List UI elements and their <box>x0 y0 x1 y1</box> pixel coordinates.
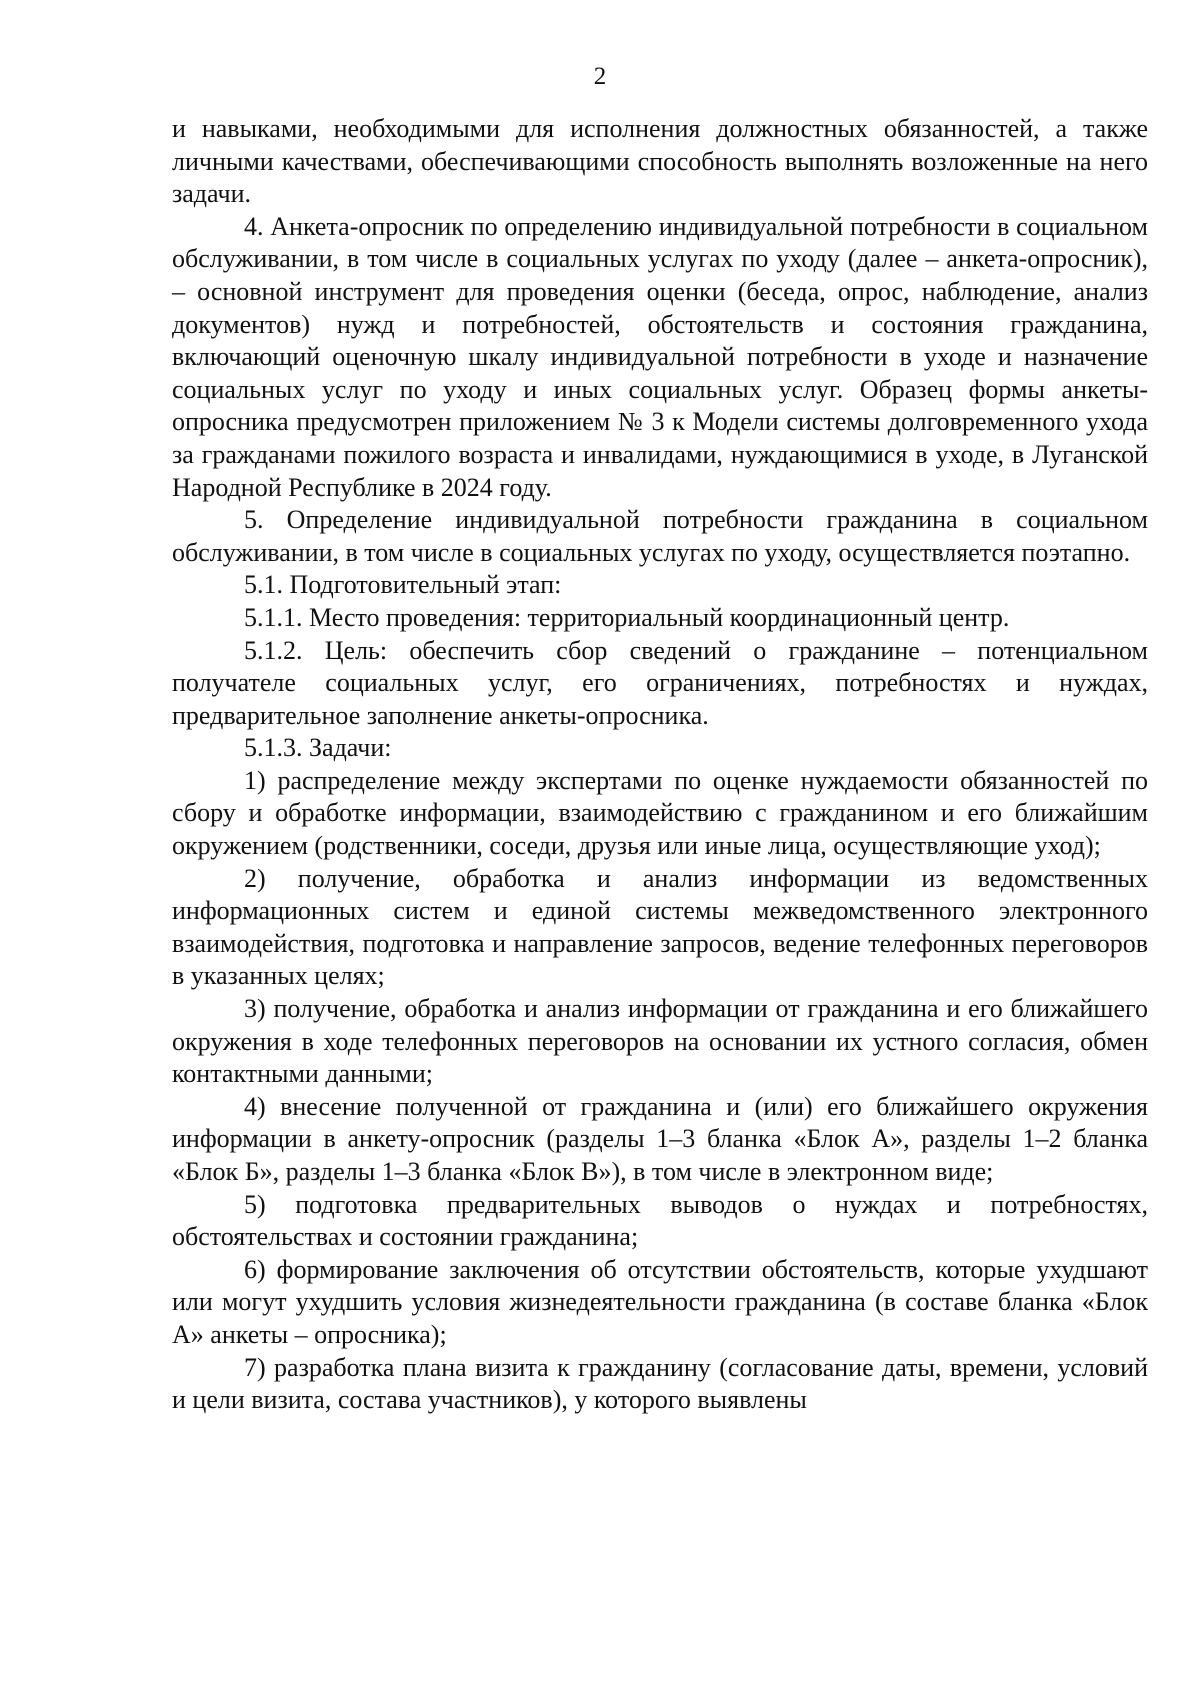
paragraph: 5.1.2. Цель: обеспечить сбор сведений о гражданине – потенциальном получателе социальных услуг, его ограничениях, потребностях и нуждах, предварительное заполнение анкеты-опросника. <box>172 635 1148 730</box>
list-item: 2) получение, обработка и анализ информации из ведомственных информационных систем и единой системы межведомственного электронного взаимодействия, подготовка и направление запросов, ведение телефонных переговоров в указанных целях; <box>172 863 1148 991</box>
list-item: 4) внесение полученной от гражданина и (или) его ближайшего окружения информации в анкету-опросник (разделы 1–3 бланка «Блок А», разделы 1–2 бланка «Блок Б», разделы 1–3 бланка «Блок В»), в том числе в электронном виде; <box>172 1091 1148 1186</box>
paragraph: 5.1. Подготовительный этап: <box>244 570 562 600</box>
list-item: 3) получение, обработка и анализ информации от гражданина и его ближайшего окружения в ходе телефонных переговоров на основании их устного согласия, обмен контактными данными; <box>172 994 1148 1089</box>
page-number: 2 <box>593 63 607 90</box>
paragraph: 5.1.1. Место проведения: территориальный координационный центр. <box>244 602 1010 632</box>
list-item: 5) подготовка предварительных выводов о нуждах и потребностях, обстоятельствах и состоянии гражданина; <box>172 1189 1148 1252</box>
paragraph: 4. Анкета-опросник по определению индивидуальной потребности в социальном обслуживании, в том числе в социальных услугах по уходу (далее – анкета-опросник), – основной инструмент для проведения оценки (беседа, опрос, наблюдение, анализ документов) нужд и потребностей, обстоятельств и состояния гражданина, включающий оценочную шкалу индивидуальной потребности в уходе и назначение социальных услуг по уходу и иных социальных услуг. Образец формы анкеты-опросника предусмотрен приложением № 3 к Модели системы долговременного ухода за гражданами пожилого возраста и инвалидами, нуждающимися в уходе, в Луганской Народной Республике в 2024 году. <box>172 211 1148 502</box>
paragraph: и навыками, необходимыми для исполнения должностных обязанностей, а также личными качествами, обеспечивающими способность выполнять возложенные на него задачи. <box>172 114 1148 209</box>
list-item: 1) распределение между экспертами по оценке нуждаемости обязанностей по сбору и обработке информации, взаимодействию с гражданином и его ближайшим окружением (родственники, соседи, друзья или иные лица, осуществляющие уход); <box>172 765 1148 861</box>
document-body <box>172 113 1148 1417</box>
paragraph: 5. Определение индивидуальной потребности гражданина в социальном обслуживании, в том числе в социальных услугах по уходу, осуществляется поэтапно. <box>172 505 1148 567</box>
list-item: 6) формирование заключения об отсутствии обстоятельств, которые ухудшают или могут ухудшить условия жизнедеятельности гражданина (в составе бланка «Блок А» анкеты – опросника); <box>172 1254 1148 1349</box>
list-item: 7) разработка плана визита к гражданину (согласование даты, времени, условий и цели визита, состава участников), у которого выявлены <box>172 1352 1148 1415</box>
paragraph: 5.1.3. Задачи: <box>244 733 392 763</box>
